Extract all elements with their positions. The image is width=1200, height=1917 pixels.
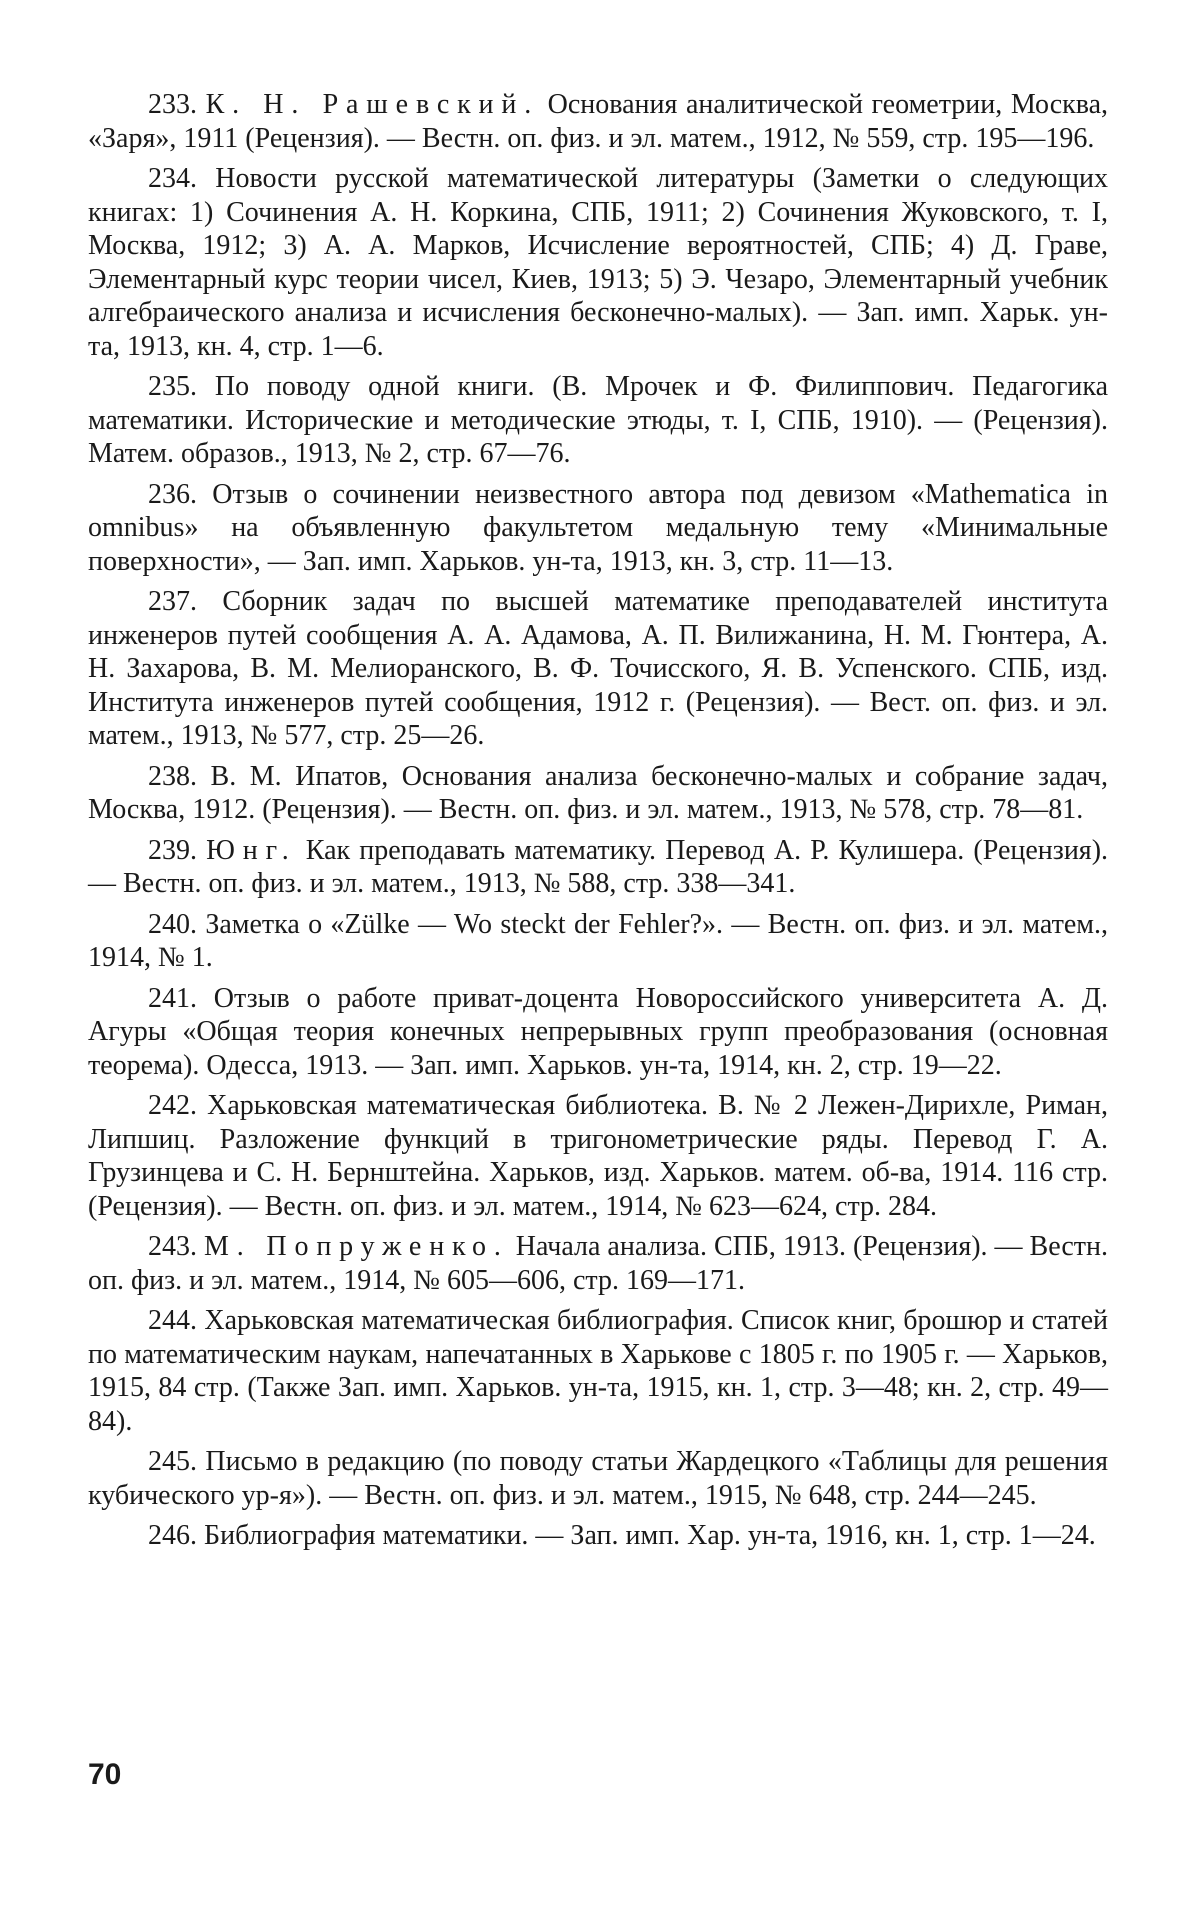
entry-text: Письмо в редакцию (по поводу статьи Жардецкого «Таблицы для решения кубического ур-я»). — Вестн. оп. физ. и эл. матем., 1915, № 648, стр. 244—245. [88,1446,1108,1511]
page [88,88,1108,1878]
entry-number: 238. [148,760,197,792]
entry-text: Отзыв о сочинении неизвестного автора под девизом «Mathematica in omnibus» на объявленную факультетом медальную тему «Минимальные поверхности», — Зап. имп. Харьков. ун-та, 1913, кн. 3, стр. 11—13. [88,478,1108,577]
entry-number: 236. [148,478,197,510]
entry-text: Основания аналитической геометрии, Москва, «Заря», 1911 (Рецензия). — Вестн. оп. физ. и эл. матем., 1912, № 559, стр. 195—196. [88,89,1109,154]
entry-235 [88,370,1108,471]
bibliography-entries [88,88,1108,1560]
page-number: 70 [88,1758,122,1791]
entry-number: 235. [148,371,197,402]
entry-238 [88,760,1108,827]
entry-author: Юнг. [206,834,297,866]
entry-240 [88,908,1108,975]
entry-text: По поводу одной книги. (В. Мрочек и Ф. Филиппович. Педагогика математики. Исторические и методические этюды, т. I, СПБ, 1910). — (Рецензия). Матем. образов., 1913, № 2, стр. 67—76. [88,371,1109,469]
entry-number: 233. [148,89,197,120]
entry-246 [88,1519,1108,1553]
entry-author: М. Попруженко. [204,1231,509,1262]
entry-text: Новости русской математической литературы (Заметки о следующих книгах: 1) Сочинения А. Н. Коркина, СПБ, 1911; 2) Сочинения Жуковского, т. I, Москва, 1912; 3) А. А. Марков, Исчисление вероятностей, СПБ; 4) Д. Граве, Элементарный курс теории чисел, Киев, 1913; 5) Э. Чезаро, Элементарный учебник алгебраического анализа и исчисления бесконечно-малых). — Зап. имп. Харьк. ун-та, 1913, кн. 4, стр. 1—6. [88,163,1108,362]
entry-number: 234. [148,163,197,194]
entry-244 [88,1304,1108,1438]
entry-237 [88,585,1108,753]
entry-239 [88,834,1108,901]
entry-243 [88,1230,1108,1297]
entry-236 [88,478,1108,579]
entry-number: 246. [148,1520,197,1551]
entry-number: 237. [148,586,197,617]
entry-text: Заметка о «Zülke — Wo steckt der Fehler?». — Вестн. оп. физ. и эл. матем., 1914, № 1. [88,908,1108,973]
entry-233 [88,88,1108,155]
entry-text: Начала анализа. СПБ, 1913. (Рецензия). — Вестн. оп. физ. и эл. матем., 1914, № 605—606, стр. 169—171. [88,1231,1109,1296]
entry-245 [88,1445,1108,1512]
entry-text: Сборник задач по высшей математике преподавателей института инженеров путей сообщения А. А. Адамова, А. П. Вилижанина, Н. М. Гюнтера, А. Н. Захарова, В. М. Мелиоранского, В. Ф. Точисского, Я. В. Успенского. СПБ, изд. Института инженеров путей сообщения, 1912 г. (Рецензия). — Вест. оп. физ. и эл. матем., 1913, № 577, стр. 25—26. [88,586,1108,751]
entry-number: 245. [148,1446,197,1477]
entry-number: 240. [148,908,197,940]
entry-number: 241. [148,982,197,1014]
entry-241 [88,982,1108,1083]
entry-number: 239. [148,834,197,866]
entry-234 [88,162,1108,363]
entry-text: В. М. Ипатов, Основания анализа бесконечно-малых и собрание задач, Москва, 1912. (Рецензия). — Вестн. оп. физ. и эл. матем., 1913, № 578, стр. 78—81. [88,760,1109,825]
entry-text: Харьковская математическая библиография. Список книг, брошюр и статей по математическим наукам, напечатанных в Харькове с 1805 г. по 1905 г. — Харьков, 1915, 84 стр. (Также Зап. имп. Харьков. ун-та, 1915, кн. 1, стр. 3—48; кн. 2, стр. 49—84). [88,1305,1108,1437]
entry-text: Харьковская математическая библиотека. В. № 2 Лежен-Дирихле, Риман, Липшиц. Разложение функций в тригонометрические ряды. Перевод Г. А. Грузинцева и С. Н. Бернштейна. Харьков, изд. Харьков. матем. об-ва, 1914. 116 стр. (Рецензия). — Вестн. оп. физ. и эл. матем., 1914, № 623—624, стр. 284. [88,1090,1108,1222]
entry-242 [88,1089,1108,1223]
entry-author: К. Н. Рашевский. [205,89,540,120]
entry-number: 244. [148,1305,197,1336]
entry-text: Отзыв о работе приват-доцента Новороссийского университета А. Д. Агуры «Общая теория конечных непрерывных групп преобразования (основная теорема). Одесса, 1913. — Зап. имп. Харьков. ун-та, 1914, кн. 2, стр. 19—22. [88,982,1108,1081]
entry-text: Библиография математики. — Зап. имп. Хар. ун-та, 1916, кн. 1, стр. 1—24. [204,1520,1096,1551]
entry-number: 242. [148,1090,197,1121]
entry-number: 243. [148,1231,197,1262]
entry-text: Как преподавать математику. Перевод А. Р. Кулишера. (Рецензия). — Вестн. оп. физ. и эл. матем., 1913, № 588, стр. 338—341. [88,834,1109,899]
